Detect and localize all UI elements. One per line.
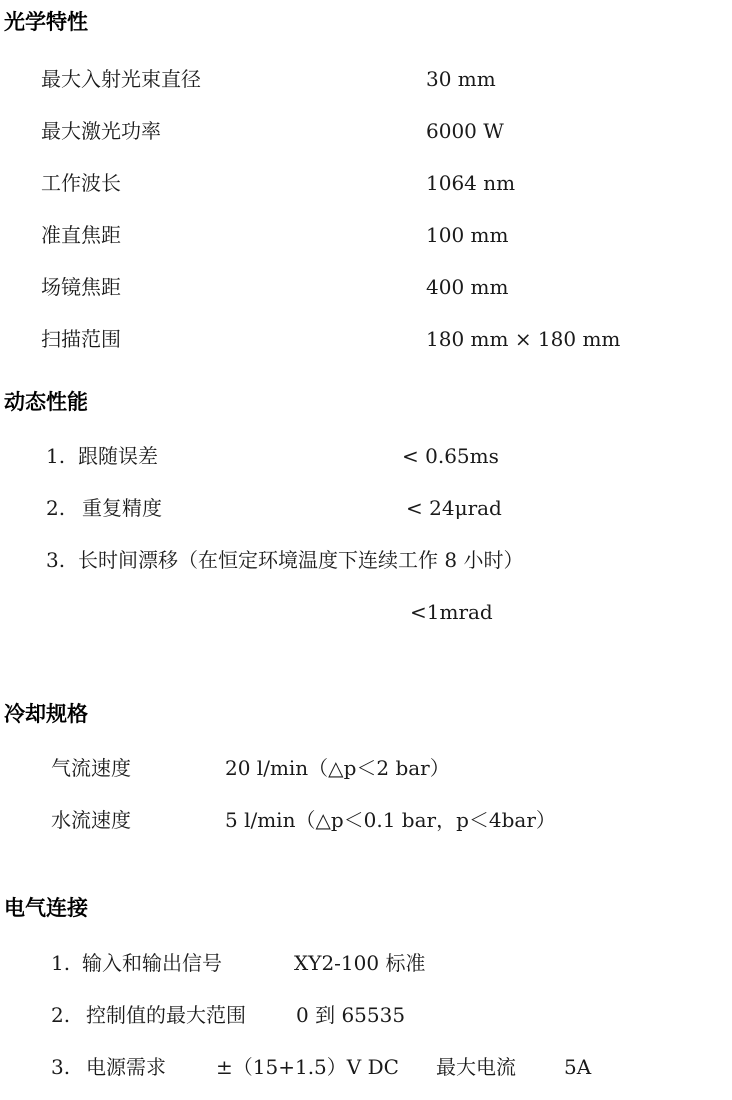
optical-value-scan-range: 180 mm × 180 mm: [426, 327, 621, 351]
electrical-value-max-current: 5A: [564, 1055, 592, 1079]
electrical-label-max-current: 最大电流: [436, 1055, 516, 1079]
optical-label-collimator-focal: 准直焦距: [41, 223, 121, 247]
optical-value-field-lens-focal: 400 mm: [426, 275, 509, 299]
cooling-value-water-flow: 5 l/min（△p＜0.1 bar，p＜4bar）: [225, 808, 556, 832]
electrical-label-control-range: 控制值的最大范围: [86, 1003, 246, 1027]
section-heading-optical: 光学特性: [4, 10, 88, 34]
dynamic-label-tracking-error: 跟随误差: [78, 444, 158, 468]
optical-value-wavelength: 1064 nm: [426, 171, 516, 195]
dynamic-label-long-term-drift: 长时间漂移（在恒定环境温度下连续工作 8 小时）: [78, 548, 524, 572]
dynamic-item-number: 2.: [46, 496, 66, 520]
optical-label-wavelength: 工作波长: [41, 171, 121, 195]
electrical-item-number: 2.: [51, 1003, 71, 1027]
section-heading-dynamic: 动态性能: [4, 390, 88, 414]
optical-label-laser-power: 最大激光功率: [41, 119, 161, 143]
electrical-item-number: 3.: [51, 1055, 71, 1079]
cooling-value-air-flow: 20 l/min（△p＜2 bar）: [225, 756, 450, 780]
optical-label-beam-diameter: 最大入射光束直径: [41, 67, 201, 91]
electrical-label-power-requirement: 电源需求: [86, 1055, 166, 1079]
optical-value-laser-power: 6000 W: [426, 119, 504, 143]
dynamic-item-number: 1.: [46, 444, 66, 468]
electrical-label-io-signal: 输入和输出信号: [82, 951, 222, 975]
optical-value-beam-diameter: 30 mm: [426, 67, 496, 91]
dynamic-value-repeatability: < 24μrad: [406, 496, 502, 520]
dynamic-value-tracking-error: < 0.65ms: [402, 444, 499, 468]
optical-label-scan-range: 扫描范围: [41, 327, 121, 351]
cooling-label-water-flow: 水流速度: [51, 808, 131, 832]
electrical-value-io-signal: XY2-100 标准: [294, 951, 426, 975]
section-heading-cooling: 冷却规格: [4, 702, 88, 726]
section-heading-electrical: 电气连接: [4, 896, 88, 920]
dynamic-item-number: 3.: [46, 548, 66, 572]
cooling-label-air-flow: 气流速度: [51, 756, 131, 780]
optical-label-field-lens-focal: 场镜焦距: [41, 275, 121, 299]
electrical-item-number: 1.: [51, 951, 71, 975]
optical-value-collimator-focal: 100 mm: [426, 223, 509, 247]
electrical-value-control-range: 0 到 65535: [296, 1003, 406, 1027]
electrical-value-power-requirement: ±（15+1.5）V DC: [216, 1055, 399, 1079]
dynamic-value-long-term-drift: <1mrad: [410, 600, 493, 624]
dynamic-label-repeatability: 重复精度: [82, 496, 162, 520]
